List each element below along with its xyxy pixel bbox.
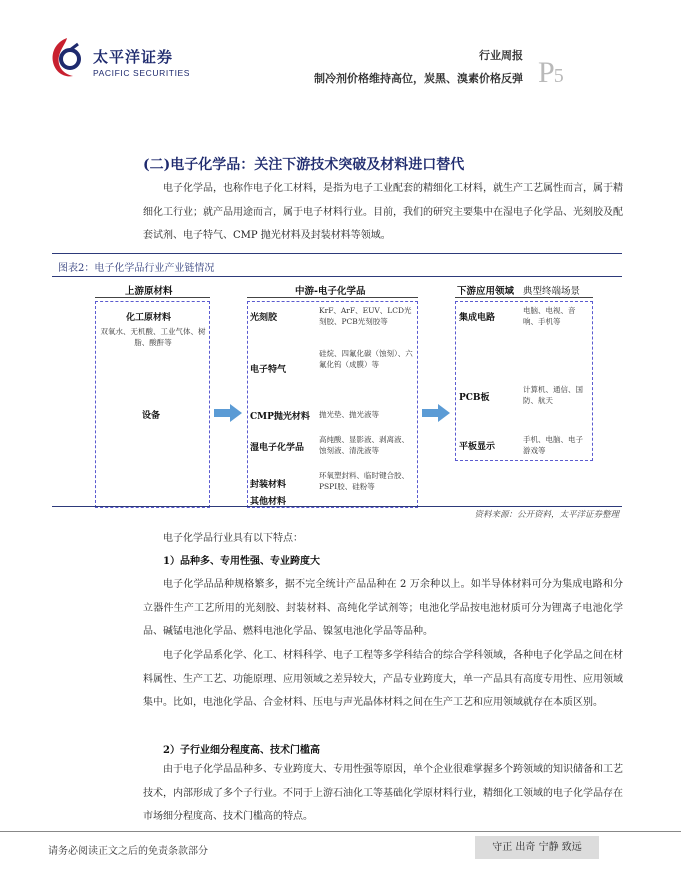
subheading-2: 2）子行业细分程度高、技术门槛高 xyxy=(163,745,320,756)
page-digit: 5 xyxy=(553,65,563,87)
figure-title-rule xyxy=(52,276,622,277)
downstream-header-2: 典型终端场景 xyxy=(523,286,581,297)
down-item-desc: 电脑、电视、音响、手机等 xyxy=(523,306,576,326)
paragraph-1: 电子化学品品种规格繁多，据不完全统计产品品种在 2 万余种以上。如半导体材料可分为集成电路和分立器件生产工艺所用的光刻胶、封装材料、高纯化学试剂等；电池化学品按电池材质可分为锂离子电池化学品、碱锰电池化学品、燃料电池化学品、镍氢电池化学品等品种。 xyxy=(143,579,623,637)
paragraph-2: 电子化学品系化学、化工、材料科学、电子工程等多学科结合的综合学科领域，各种电子化学品之间在材料属性、生产工艺、功能原理、应用领域之差异较大，产品专业跨度大，单一产品具有高度专用性、应用领域集中。比如，电池化学品、合金材料、压电与声光晶体材料之间在生产工艺和应用领域就存在本质区别。 xyxy=(143,650,623,708)
section-title: (二)电子化学品：关注下游技术突破及材料进口替代 xyxy=(143,157,465,173)
features-intro: 电子化学品行业具有以下特点： xyxy=(163,533,303,544)
down-item-name: PCB板 xyxy=(459,393,490,403)
mid-item-name: CMP抛光材料 xyxy=(250,412,310,422)
paragraph-3: 由于电子化学品品种多、专业跨度大、专用性强等原因，单个企业很难掌握多个跨领域的知识储备和工艺技术，内部形成了多个子行业。不同于上游石油化工等基础化学原材料行业，精细化工领域的电子化学品存在市场细分程度高、技术门槛高的特点。 xyxy=(143,764,623,822)
upstream-header-rule xyxy=(95,297,210,298)
arrow-right-icon xyxy=(422,404,450,422)
mid-item-name: 电子特气 xyxy=(250,365,287,375)
down-item-name: 平板显示 xyxy=(459,442,496,452)
mid-item-desc: 抛光垫、抛光液等 xyxy=(319,410,379,419)
mid-item-name: 其他材料 xyxy=(250,497,287,507)
figure-title: 图表2：电子化学品行业产业链情况 xyxy=(58,263,215,274)
mid-item-desc: 高纯酸、显影液、剥离液、蚀刻液、清洗液等 xyxy=(319,435,409,455)
down-item-desc: 计算机、通信、国防、航天 xyxy=(523,385,583,405)
footer-rule xyxy=(0,831,681,832)
mid-item-desc: KrF、ArF、EUV、LCD光刻胶、PCB光刻胶等 xyxy=(319,306,412,326)
arrow-right-icon xyxy=(214,404,242,422)
upstream-chem-label: 化工原材料 xyxy=(126,313,172,323)
figure-bottom-rule xyxy=(52,506,622,507)
brand-name-cn: 太平洋证券 xyxy=(93,48,174,66)
report-type: 行业周报 xyxy=(479,49,523,62)
upstream-equip-label: 设备 xyxy=(142,411,161,421)
mid-item-desc: 环氧塑封料、临时键合胶、PSPI胶、硅粉等 xyxy=(319,471,409,491)
mid-item-name: 光刻胶 xyxy=(250,313,278,323)
mid-item-name: 封装材料 xyxy=(250,480,287,490)
report-subtitle: 制冷剂价格维持高位，炭黑、溴素价格反弹 xyxy=(314,72,523,85)
upstream-chem-desc: 双氧水、无机酸、工业气体、树脂、酸酐等 xyxy=(100,327,206,347)
subheading-1: 1）品种多、专用性强、专业跨度大 xyxy=(163,556,320,567)
page-number xyxy=(538,56,563,90)
mid-item-name: 湿电子化学品 xyxy=(250,443,305,453)
intro-paragraph: 电子化学品，也称作电子化工材料，是指为电子工业配套的精细化工材料，就生产工艺属性而言，属于精细化工行业；就产品用途而言，属于电子材料行业。目前，我们的研究主要集中在湿电子化学品、光刻胶及配套试剂、电子特气、CMP 抛光材料及封装材料等领域。 xyxy=(143,183,623,241)
brand-name-en: PACIFIC SECURITIES xyxy=(93,68,191,78)
downstream-header-rule xyxy=(455,297,593,298)
upstream-header: 上游原材料 xyxy=(125,286,173,297)
footer-disclaimer: 请务必阅读正文之后的免责条款部分 xyxy=(48,846,208,857)
company-logo xyxy=(48,34,86,80)
midstream-header-rule xyxy=(247,297,418,298)
downstream-header: 下游应用领域 xyxy=(457,286,515,297)
down-item-desc: 手机、电脑、电子游戏等 xyxy=(523,435,583,455)
page-letter: P xyxy=(538,56,554,89)
down-item-name: 集成电路 xyxy=(459,313,496,323)
midstream-header: 中游-电子化学品 xyxy=(295,286,366,297)
figure-source: 资料来源：公开资料，太平洋证券整理 xyxy=(474,510,619,520)
figure-top-rule xyxy=(52,253,622,254)
footer-motto: 守正 出奇 宁静 致远 xyxy=(475,836,599,859)
mid-item-desc: 硅烷、四氟化碳（蚀刻）、六氟化钨（成膜）等 xyxy=(319,349,413,369)
